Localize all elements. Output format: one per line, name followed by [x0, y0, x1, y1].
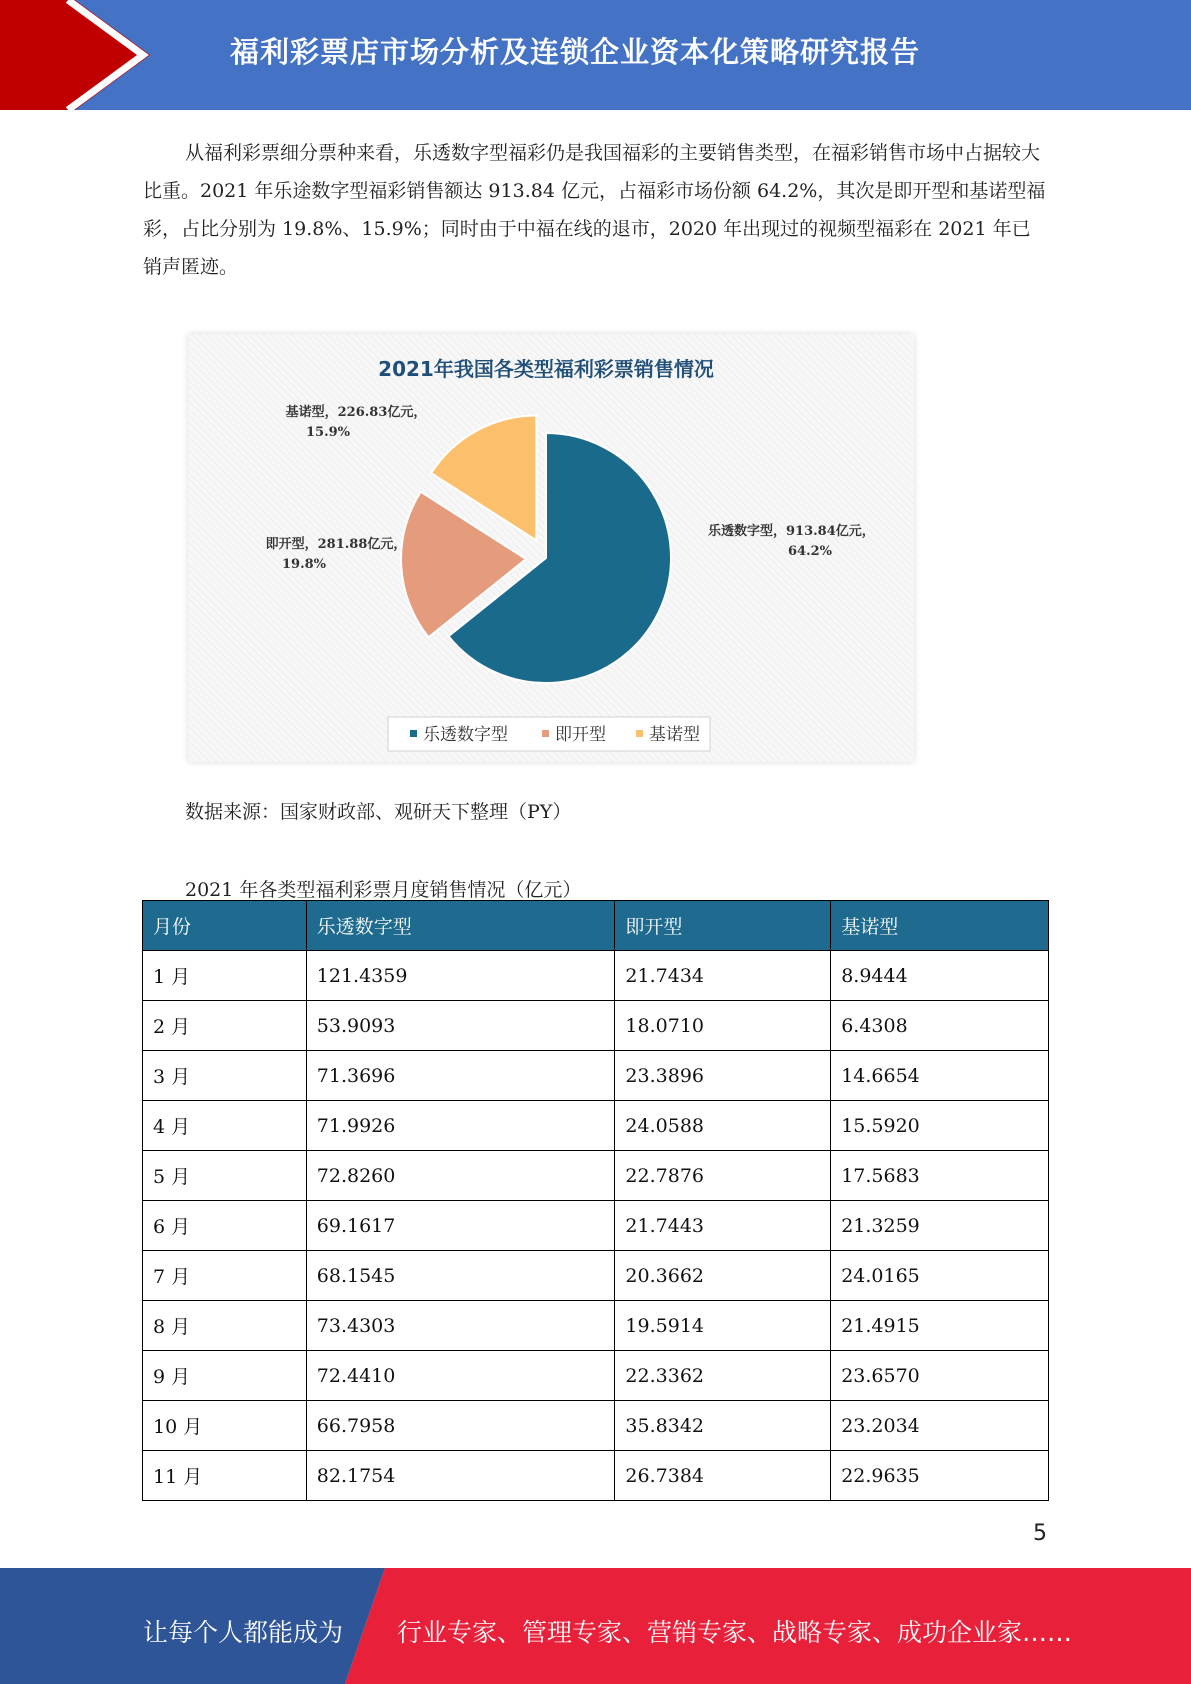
- table-row: [143, 1151, 1049, 1201]
- cell-keno: 21.3259: [831, 1201, 1049, 1251]
- header-arrow-decoration: [0, 0, 160, 110]
- cell-keno: 14.6654: [831, 1051, 1049, 1101]
- monthly-sales-table: [142, 900, 1049, 1501]
- cell-instant: 23.3896: [615, 1051, 831, 1101]
- cell-lotto: 73.4303: [306, 1301, 615, 1351]
- table-row: [143, 1051, 1049, 1101]
- table-row: [143, 1251, 1049, 1301]
- table-row: [143, 1201, 1049, 1251]
- cell-instant: 22.3362: [615, 1351, 831, 1401]
- table-row: [143, 1001, 1049, 1051]
- cell-month: 6 月: [143, 1201, 307, 1251]
- cell-instant: 19.5914: [615, 1301, 831, 1351]
- slice-percent-1: 19.8%: [281, 557, 327, 572]
- cell-month: 5 月: [143, 1151, 307, 1201]
- cell-instant: 18.0710: [615, 1001, 831, 1051]
- body-paragraph: 从福利彩票细分票种来看，乐透数字型福彩仍是我国福彩的主要销售类型，在福彩销售市场中占据较大比重。2021 年乐途数字型福彩销售额达 913.84 亿元，占福彩市场份额 64.2%，其次是即开型和基诺型福彩，占比分别为 19.8%、15.9%；同时由于中福在线的退市，2020 年出现过的视频型福彩在 2021 年已销声匿迹。: [143, 142, 1046, 278]
- cell-lotto: 121.4359: [306, 951, 615, 1001]
- cell-lotto: 71.3696: [306, 1051, 615, 1101]
- cell-month: 3 月: [143, 1051, 307, 1101]
- table-row: [143, 1351, 1049, 1401]
- cell-lotto: 53.9093: [306, 1001, 615, 1051]
- table-caption: 2021 年各类型福利彩票月度销售情况（亿元）: [185, 879, 582, 901]
- table-row: [143, 1301, 1049, 1351]
- page-header: [0, 0, 1191, 110]
- cell-instant: 21.7434: [615, 951, 831, 1001]
- footer-slogan-right: 行业专家、管理专家、营销专家、战略专家、成功企业家……: [397, 1618, 1073, 1647]
- cell-instant: 26.7384: [615, 1451, 831, 1501]
- pie-chart: [188, 334, 914, 762]
- data-source-note: 数据来源：国家财政部、观研天下整理（PY）: [185, 801, 572, 823]
- cell-keno: 23.2034: [831, 1401, 1049, 1451]
- header-instant: 即开型: [615, 901, 831, 951]
- cell-instant: 20.3662: [615, 1251, 831, 1301]
- cell-keno: 17.5683: [831, 1151, 1049, 1201]
- legend-label-2: 基诺型: [649, 725, 700, 745]
- table-row: [143, 1451, 1049, 1501]
- page-footer: [0, 1568, 1191, 1684]
- slice-label-1: 即开型，281.88亿元，: [265, 537, 407, 552]
- cell-month: 10 月: [143, 1401, 307, 1451]
- cell-instant: 22.7876: [615, 1151, 831, 1201]
- cell-month: 2 月: [143, 1001, 307, 1051]
- legend-label-1: 即开型: [555, 725, 606, 745]
- cell-instant: 21.7443: [615, 1201, 831, 1251]
- cell-lotto: 72.4410: [306, 1351, 615, 1401]
- page-number: 5: [1033, 1521, 1047, 1546]
- cell-lotto: 68.1545: [306, 1251, 615, 1301]
- footer-slogan-left: 让每个人都能成为: [143, 1618, 344, 1647]
- table-row: [143, 1401, 1049, 1451]
- cell-keno: 8.9444: [831, 951, 1049, 1001]
- cell-lotto: 71.9926: [306, 1101, 615, 1151]
- cell-month: 11 月: [143, 1451, 307, 1501]
- cell-keno: 6.4308: [831, 1001, 1049, 1051]
- legend-marker-0: [410, 730, 417, 737]
- cell-month: 1 月: [143, 951, 307, 1001]
- cell-keno: 15.5920: [831, 1101, 1049, 1151]
- cell-lotto: 66.7958: [306, 1401, 615, 1451]
- legend-marker-2: [636, 730, 643, 737]
- chart-legend: [410, 725, 700, 745]
- slice-percent-0: 64.2%: [788, 544, 833, 559]
- slice-label-0: 乐透数字型，913.84亿元，: [708, 524, 875, 539]
- legend-label-0: 乐透数字型: [423, 725, 508, 745]
- cell-instant: 24.0588: [615, 1101, 831, 1151]
- cell-keno: 23.6570: [831, 1351, 1049, 1401]
- table-row: [143, 951, 1049, 1001]
- table-header-row: [143, 901, 1049, 951]
- cell-month: 9 月: [143, 1351, 307, 1401]
- slice-label-2: 基诺型，226.83亿元，: [285, 405, 427, 420]
- cell-keno: 21.4915: [831, 1301, 1049, 1351]
- cell-month: 8 月: [143, 1301, 307, 1351]
- header-month: 月份: [143, 901, 307, 951]
- cell-lotto: 69.1617: [306, 1201, 615, 1251]
- cell-month: 4 月: [143, 1101, 307, 1151]
- header-keno: 基诺型: [831, 901, 1049, 951]
- cell-month: 7 月: [143, 1251, 307, 1301]
- cell-lotto: 72.8260: [306, 1151, 615, 1201]
- header-lotto: 乐透数字型: [306, 901, 615, 951]
- slice-percent-2: 15.9%: [305, 425, 351, 440]
- cell-instant: 35.8342: [615, 1401, 831, 1451]
- report-title: 福利彩票店市场分析及连锁企业资本化策略研究报告: [230, 35, 921, 69]
- legend-marker-1: [542, 730, 549, 737]
- table-row: [143, 1101, 1049, 1151]
- pie-chart-canvas: [188, 334, 914, 762]
- chart-title: 2021年我国各类型福利彩票销售情况: [378, 357, 714, 381]
- cell-keno: 24.0165: [831, 1251, 1049, 1301]
- cell-keno: 22.9635: [831, 1451, 1049, 1501]
- cell-lotto: 82.1754: [306, 1451, 615, 1501]
- pie-slices: [401, 415, 671, 683]
